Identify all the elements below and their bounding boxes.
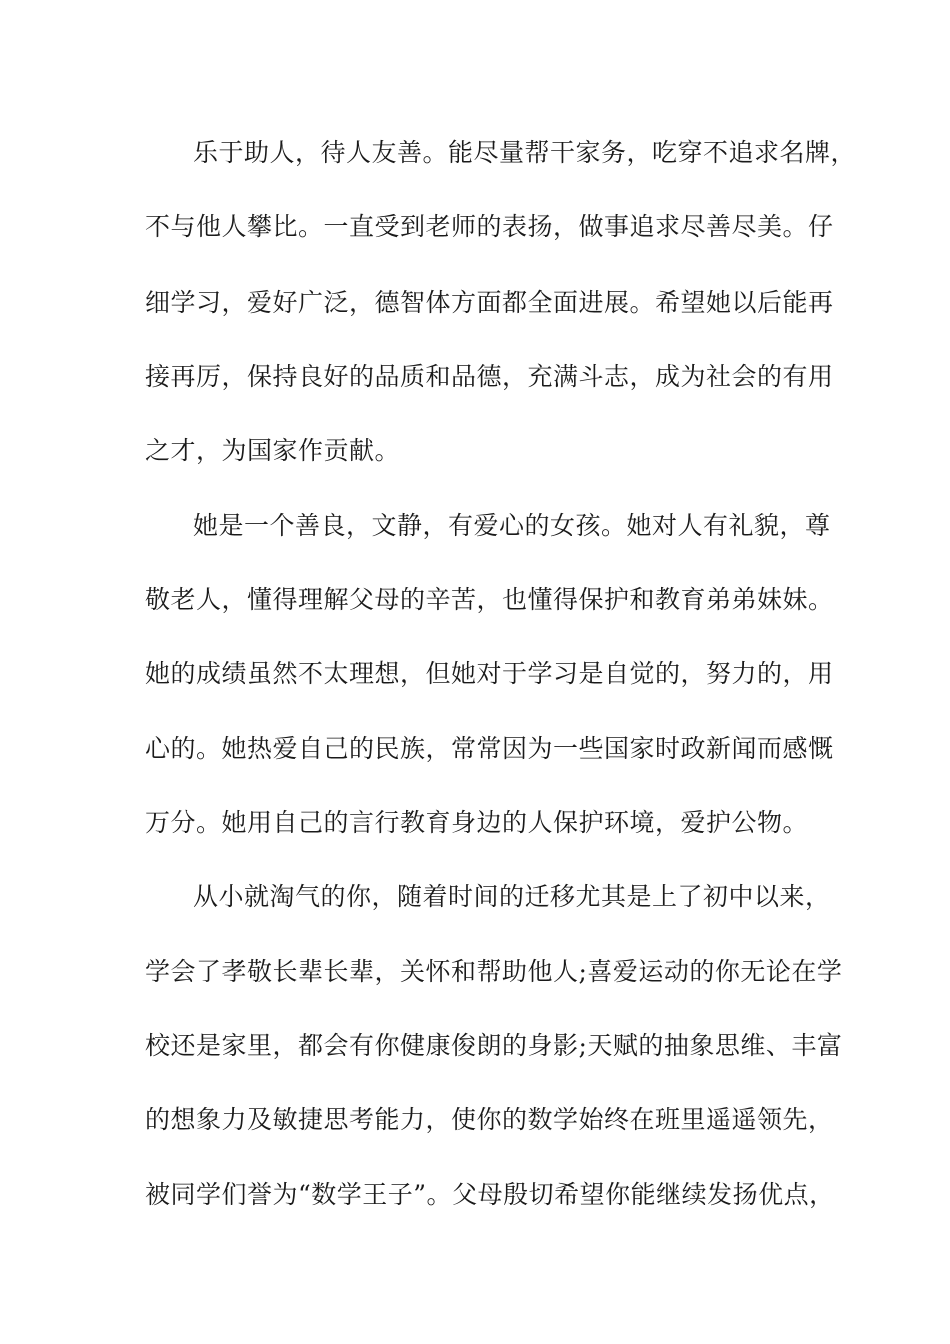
paragraph-1-line-3: 细学习，爱好广泛，德智体方面都全面进展。希望她以后能再	[145, 288, 834, 317]
paragraph-1-line-1: 乐于助人，待人友善。能尽量帮干家务，吃穿不追求名牌，	[193, 138, 857, 167]
paragraph-1-line-5: 之才，为国家作贡献。	[145, 436, 401, 465]
paragraph-2-line-4: 心的。她热爱自己的民族，常常因为一些国家时政新闻而感慨	[145, 734, 834, 763]
paragraph-3-line-2: 学会了孝敬长辈长辈，关怀和帮助他人;喜爱运动的你无论在学	[145, 957, 843, 986]
paragraph-2-line-2: 敬老人，懂得理解父母的辛苦，也懂得保护和教育弟弟妹妹。	[145, 585, 834, 614]
paragraph-2-line-3: 她的成绩虽然不太理想，但她对于学习是自觉的，努力的，用	[145, 659, 834, 688]
paragraph-1-line-4: 接再厉，保持良好的品质和品德，充满斗志，成为社会的有用	[145, 362, 834, 391]
paragraph-2-line-5: 万分。她用自己的言行教育身边的人保护环境，爱护公物。	[145, 808, 809, 837]
paragraph-3-line-5: 被同学们誉为“数学王子”。父母殷切希望你能继续发扬优点，	[145, 1180, 835, 1209]
paragraph-3-line-4: 的想象力及敏捷思考能力，使你的数学始终在班里遥遥领先，	[145, 1105, 834, 1134]
paragraph-1-line-2: 不与他人攀比。一直受到老师的表扬，做事追求尽善尽美。仔	[145, 212, 834, 241]
paragraph-2-line-1: 她是一个善良，文静，有爱心的女孩。她对人有礼貌，尊	[193, 511, 831, 540]
paragraph-3-line-1: 从小就淘气的你，随着时间的迁移尤其是上了初中以来，	[193, 882, 831, 911]
paragraph-3-line-3: 校还是家里，都会有你健康俊朗的身影;天赋的抽象思维、丰富	[145, 1031, 843, 1060]
